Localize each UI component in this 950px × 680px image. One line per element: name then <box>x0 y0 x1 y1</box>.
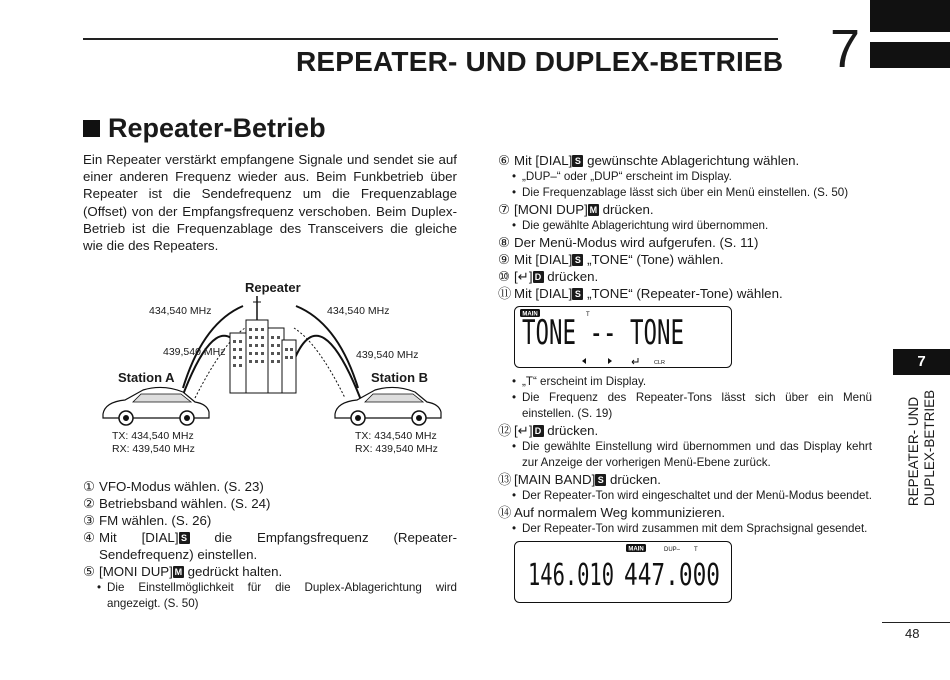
step-7-note: • Die gewählte Ablagerichtung wird übernommen. <box>512 219 769 232</box>
step-3: ③ FM wählen. (S. 26) <box>83 513 212 528</box>
step-5: ⑤ [MONI DUP] M gedrückt halten. <box>83 564 283 579</box>
step-6-note-2: • Die Frequenzablage lässt sich über ein Menü einstellen. (S. 50) <box>512 186 849 199</box>
step-8: ⑧ Der Menü-Modus wird aufgerufen. (S. 11) <box>498 235 759 250</box>
key-d-icon: D <box>533 425 544 437</box>
step-7: ⑦ [MONI DUP] M drücken. <box>498 202 654 217</box>
freq-rx-right: 439,540 MHz <box>356 349 419 361</box>
lcd2-freq-main: 146.010 <box>528 558 614 593</box>
intro-paragraph: Ein Repeater verstärkt empfangene Signale und sendet sie auf einer anderen Frequenz wieder aus. Beim Funkbetrieb über Repeater ist die Sendefrequenz um die Frequenzablage (Offset) von der Empfangsfrequenz verschoben. Beim Duplex-Betrieb ist die Frequenzablage des Transceivers die gleiche wie die des Repeaters. <box>83 152 457 254</box>
step-2: ② Betriebsband wählen. (S. 24) <box>83 496 271 511</box>
step-12: ⑫ [↵] D drücken. <box>498 423 599 438</box>
step-9: ⑨ Mit [DIAL] S „TONE“ (Tone) wählen. <box>498 252 724 267</box>
page-number: 48 <box>905 626 920 641</box>
station-b-label: Station B <box>371 370 429 385</box>
step-14-note: • Der Repeater-Ton wird zusammen mit dem Sprachsignal gesendet. <box>512 522 868 535</box>
station-a-tx: TX: 434,540 MHz <box>112 430 194 442</box>
side-chapter-title <box>906 390 938 506</box>
key-d-icon: D <box>533 271 544 283</box>
station-a-rx: RX: 439,540 MHz <box>112 443 195 455</box>
lcd1-clr: CLR <box>654 360 666 366</box>
freq-rx-left: 439,540 MHz <box>163 346 226 358</box>
car-a-icon <box>103 387 209 425</box>
freq-tx-left: 434,540 MHz <box>149 305 212 317</box>
lcd-frequency-drawing <box>514 541 732 603</box>
step-5-note: • Die Einstellmöglichkeit für die Duplex-Ablagerichtung wird angezeigt. (S. 50) <box>97 581 457 610</box>
lcd-display-tone <box>514 306 732 368</box>
key-s-icon: S <box>572 155 583 167</box>
page-title: REPEATER- UND DUPLEX-BETRIEB <box>296 46 784 77</box>
lcd2-t-indicator: T <box>694 547 698 553</box>
step-10: ⑩ [↵] D drücken. <box>498 269 599 284</box>
step-4: ④ Mit [DIAL] S die Empfangsfrequenz (Repeater-Sendefrequenz) einstellen. <box>83 530 457 562</box>
lcd2-freq-sub: 447.000 <box>624 558 720 593</box>
freq-tx-right: 434,540 MHz <box>327 305 390 317</box>
section-title-text: Repeater-Betrieb <box>108 113 326 143</box>
key-m-icon: M <box>174 567 183 577</box>
step-14: ⑭ Auf normalem Weg kommunizieren. <box>498 505 726 520</box>
steps-right <box>498 152 872 603</box>
step-11: ⑪ Mit [DIAL] S „TONE“ (Repeater-Tone) wählen. <box>498 286 783 301</box>
key-s-icon: S <box>595 474 606 486</box>
steps-left <box>83 478 457 612</box>
repeater-diagram <box>83 278 457 468</box>
repeater-label: Repeater <box>245 280 301 295</box>
step-11-note-1: • „T“ erscheint im Display. <box>512 375 647 388</box>
lcd2-dup-indicator: DUP– <box>664 547 681 553</box>
lcd-tone-drawing <box>514 306 732 368</box>
step-6-note-1: • „DUP–“ oder „DUP“ erscheint im Display. <box>512 170 732 183</box>
square-bullet-icon <box>83 120 100 137</box>
step-11-note-2: • Die Frequenz des Repeater-Tons lässt sich über ein Menü einstellen. (S. 19) <box>512 391 872 420</box>
station-b-rx: RX: 439,540 MHz <box>355 443 438 455</box>
side-chapter-tab: 7 <box>893 349 950 375</box>
chapter-number: 7 <box>830 19 861 79</box>
chapter-tab-top <box>870 0 950 68</box>
step-12-note: • Die gewählte Einstellung wird übernommen und das Display kehrt zur Anzeige der vorherigen Menü-Ebene zurück. <box>512 440 872 469</box>
station-a-label: Station A <box>118 370 175 385</box>
page-number-rule <box>882 622 950 623</box>
key-s-icon: S <box>572 288 583 300</box>
lcd1-text: TONE -- TONE <box>522 313 684 353</box>
header-rule <box>83 38 778 40</box>
lcd1-main-badge: MAIN <box>522 311 538 318</box>
repeater-building-icon <box>230 296 296 393</box>
station-b-frequencies <box>355 430 438 456</box>
lcd-display-frequency <box>514 541 732 603</box>
side-title-line-1: REPEATER- UND <box>906 396 921 507</box>
tab-white-bar <box>870 32 950 42</box>
key-s-icon: S <box>179 532 190 544</box>
step-1: ① VFO-Modus wählen. (S. 23) <box>83 479 264 494</box>
car-b-icon <box>335 387 441 425</box>
step-13: ⑬ [MAIN BAND] S drücken. <box>498 472 661 487</box>
side-title-line-2: DUPLEX-BETRIEB <box>922 389 937 507</box>
lcd1-t-indicator: T <box>586 312 590 318</box>
key-m-icon: M <box>589 205 598 215</box>
section-title <box>83 113 326 144</box>
step-13-note: • Der Repeater-Ton wird eingeschaltet und der Menü-Modus beendet. <box>512 489 872 502</box>
key-s-icon: S <box>572 254 583 266</box>
station-a-frequencies <box>112 430 195 456</box>
lcd2-main-badge: MAIN <box>628 546 644 553</box>
station-b-tx: TX: 434,540 MHz <box>355 430 437 442</box>
step-6: ⑥ Mit [DIAL] S gewünschte Ablagerichtung wählen. <box>498 153 800 168</box>
